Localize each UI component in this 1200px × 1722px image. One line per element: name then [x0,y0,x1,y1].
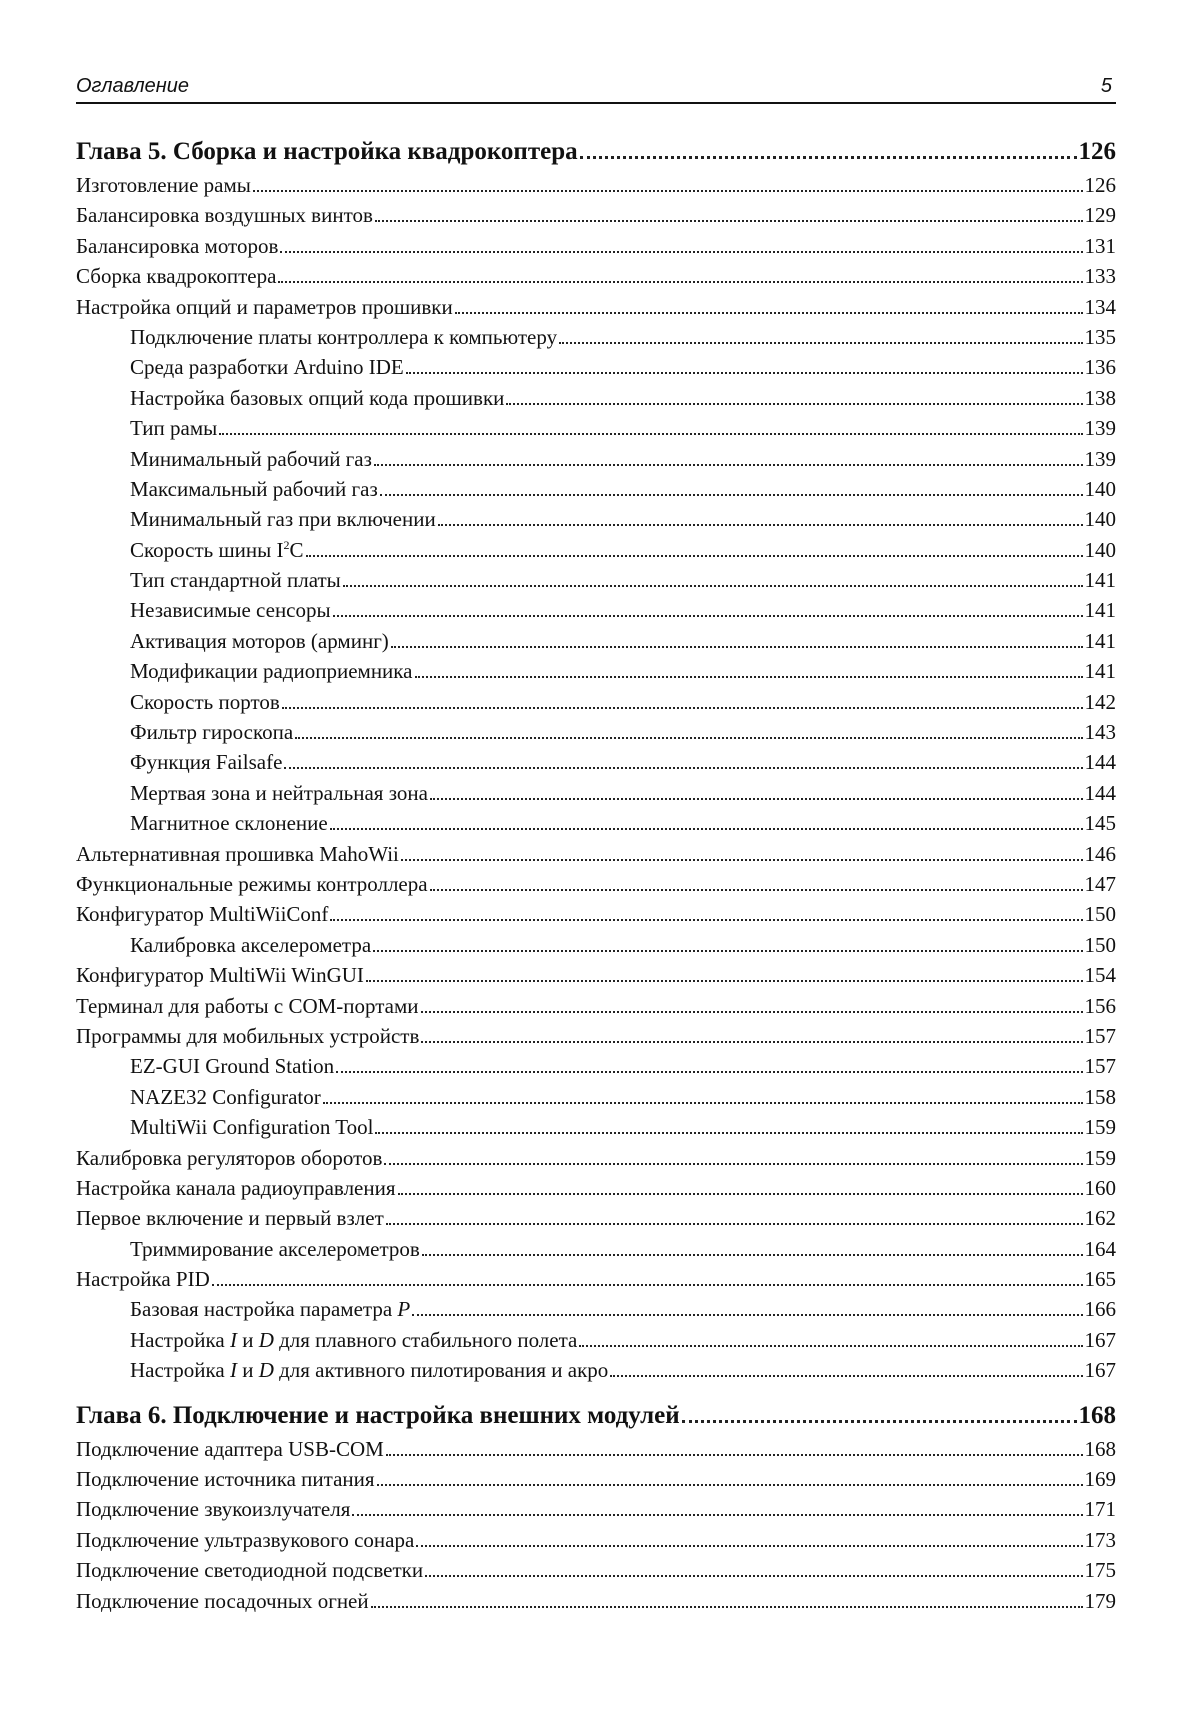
page-number: 139 [1084,446,1116,471]
chapter-title: Глава 5. Сборка и настройка квадрокоптера [76,138,578,165]
page-number: 164 [1084,1236,1116,1261]
dot-leader [375,1132,1082,1134]
page-number: 141 [1084,598,1116,623]
entry-title: Скорость шины $I^2C$ [130,537,304,562]
toc-subsection-entry [76,474,1116,504]
dot-leader [455,312,1083,314]
entry-title: Модификации радиоприемника [130,659,413,684]
page-number: 159 [1084,1145,1116,1170]
toc-subsection-entry [76,1051,1116,1081]
entry-title: Скорость портов [130,689,280,714]
dot-leader [212,1284,1083,1286]
entry-title: Магнитное склонение [130,811,328,836]
entry-title: Подключение источника питания [76,1467,375,1492]
page-number: 138 [1084,385,1116,410]
toc-subsection-entry [76,1082,1116,1112]
entry-title: Подключение ультразвукового сонара [76,1527,415,1552]
page-number: 143 [1084,720,1116,745]
entry-title: Калибровка регуляторов оборотов [76,1145,383,1170]
entry-title: Настройка PID [76,1267,210,1292]
entry-title: Базовая настройка параметра P [130,1297,411,1322]
dot-leader [580,156,1077,159]
toc-section-entry [76,1525,1116,1555]
entry-title: Калибровка акселерометра [130,932,372,957]
toc-subsection-entry [76,626,1116,656]
page-number: 147 [1084,871,1116,896]
page-number: 165 [1084,1267,1116,1292]
page-number: 146 [1084,841,1116,866]
dot-leader [278,281,1082,283]
toc-subsection-entry [76,930,1116,960]
toc-subsection-entry [76,383,1116,413]
toc-chapter-heading [76,1398,1116,1434]
dot-leader [371,1606,1083,1608]
dot-leader [323,1102,1083,1104]
dot-leader [386,1223,1083,1225]
dot-leader [422,1254,1083,1256]
entry-title: Подключение посадочных огней [76,1588,369,1613]
toc-section-entry [76,960,1116,990]
dot-leader [579,1345,1082,1347]
entry-title: Настройка канала радиоуправления [76,1175,396,1200]
entry-title: Функциональные режимы контроллера [76,871,428,896]
table-of-contents [76,134,1116,1616]
entry-title: Сборка квадрокоптера [76,264,277,289]
dot-leader [391,646,1083,648]
dot-leader [284,767,1082,769]
dot-leader [506,403,1082,405]
toc-section-entry [76,1555,1116,1585]
dot-leader [401,859,1083,861]
page-number: 145 [1084,811,1116,836]
page-number: 135 [1084,324,1116,349]
page-number: 154 [1084,963,1116,988]
page-number: 179 [1084,1588,1116,1613]
dot-leader [384,1163,1082,1165]
entry-title: Триммирование акселерометров [130,1236,420,1261]
dot-leader [295,737,1082,739]
dot-leader [438,524,1083,526]
dot-leader [366,980,1083,982]
toc-section-entry [76,170,1116,200]
entry-title: Среда разработки Arduino IDE [130,355,404,380]
dot-leader [682,1420,1077,1423]
toc-section-entry [76,261,1116,291]
page-number: 168 [1078,1401,1116,1429]
page-number: 159 [1084,1115,1116,1140]
entry-title: Независимые сенсоры [130,598,331,623]
toc-section-entry [76,839,1116,869]
entry-title: Изготовление рамы [76,173,251,197]
page-number: 175 [1084,1558,1116,1583]
toc-section-entry [76,1464,1116,1494]
page-number: 136 [1084,355,1116,380]
entry-title: Балансировка воздушных винтов [76,203,373,228]
dot-leader [430,798,1083,800]
toc-subsection-entry [76,565,1116,595]
dot-leader [253,190,1083,192]
page-number: 140 [1084,537,1116,562]
dot-leader [416,1545,1082,1547]
toc-section-entry [76,991,1116,1021]
toc-subsection-entry [76,1325,1116,1355]
page-number: 134 [1084,294,1116,319]
page-number: 126 [1078,138,1116,165]
toc-section-entry [76,869,1116,899]
page-number: 133 [1084,264,1116,289]
toc-section-entry [76,1434,1116,1464]
toc-subsection-entry [76,778,1116,808]
toc-subsection-entry [76,808,1116,838]
toc-section-entry [76,1021,1116,1051]
toc-section-entry [76,1586,1116,1616]
page-number: 156 [1084,993,1116,1018]
entry-title: Программы для мобильных устройств [76,1023,420,1048]
toc-subsection-entry [76,535,1116,565]
dot-leader [559,342,1082,344]
running-header [76,68,1116,104]
running-header-title: Оглавление [76,75,190,97]
page-number: 158 [1084,1084,1116,1109]
toc-section-entry [76,292,1116,322]
toc-subsection-entry [76,687,1116,717]
dot-leader [280,251,1082,253]
page-number: 140 [1084,507,1116,532]
toc-subsection-entry [76,1112,1116,1142]
dot-leader [282,707,1083,709]
page-number: 144 [1084,780,1116,805]
toc-subsection-entry [76,656,1116,686]
page-number: 166 [1084,1297,1116,1322]
chapter-spacer [76,1386,1116,1398]
toc-subsection-entry [76,444,1116,474]
chapter-title: Глава 6. Подключение и настройка внешних модулей [76,1401,680,1429]
toc-chapter-heading [76,134,1116,170]
entry-title: Функция Failsafe [130,750,283,775]
toc-section-entry [76,1203,1116,1233]
entry-title: Тип рамы [130,416,218,441]
dot-leader [377,1484,1083,1486]
page-number: 141 [1084,628,1116,653]
page-number: 139 [1084,416,1116,441]
dot-leader [610,1375,1082,1377]
entry-title: Минимальный газ при включении [130,507,436,532]
toc-section-entry [76,1264,1116,1294]
dot-leader [330,828,1083,830]
page-number: 150 [1084,902,1116,927]
entry-title: Подключение платы контроллера к компьютеру [130,324,558,349]
toc-section-entry [76,1173,1116,1203]
entry-title: Первое включение и первый взлет [76,1206,384,1231]
page-number: 167 [1084,1327,1116,1352]
page-number: 126 [1084,173,1116,197]
page-number: 140 [1084,476,1116,501]
toc-section-entry [76,231,1116,261]
entry-title: Фильтр гироскопа [130,720,294,745]
entry-title: MultiWii Configuration Tool [130,1115,374,1140]
entry-title: Терминал для работы с COM-портами [76,993,419,1018]
entry-title: EZ-GUI Ground Station [130,1054,335,1079]
dot-leader [425,1575,1082,1577]
page-number: 160 [1084,1175,1116,1200]
page-number: 144 [1084,750,1116,775]
dot-leader [373,950,1082,952]
entry-title: NAZE32 Configurator [130,1084,321,1109]
page-number: 162 [1084,1206,1116,1231]
entry-title: Тип стандартной платы [130,568,341,593]
dot-leader [219,433,1082,435]
entry-title: Конфигуратор MultiWiiConf [76,902,329,927]
page-number: 141 [1084,659,1116,684]
entry-title: Максимальный рабочий газ [130,476,378,501]
toc-subsection-entry [76,352,1116,382]
toc-subsection-entry [76,595,1116,625]
dot-leader [421,1041,1082,1043]
entry-title: Мертвая зона и нейтральная зона [130,780,428,805]
dot-leader [336,1071,1082,1073]
page-number: 131 [1084,233,1116,258]
toc-subsection-entry [76,747,1116,777]
page-number: 173 [1084,1527,1116,1552]
dot-leader [421,1011,1083,1013]
page-number: 171 [1084,1497,1116,1522]
entry-title: Подключение адаптера USB-COM [76,1436,384,1461]
entry-title: Минимальный рабочий газ [130,446,372,471]
dot-leader [306,555,1083,557]
dot-leader [352,1514,1082,1516]
dot-leader [415,676,1083,678]
dot-leader [333,615,1083,617]
running-header-page-number: 5 [1100,75,1112,97]
page-number: 150 [1084,932,1116,957]
dot-leader [374,464,1083,466]
entry-title: Альтернативная прошивка MahoWii [76,841,399,866]
dot-leader [398,1193,1083,1195]
toc-section-entry [76,1494,1116,1524]
toc-subsection-entry [76,1355,1116,1385]
page-number: 169 [1084,1467,1116,1492]
dot-leader [406,372,1083,374]
page-number: 157 [1084,1054,1116,1079]
toc-section-entry [76,1143,1116,1173]
toc-subsection-entry [76,1234,1116,1264]
dot-leader [343,585,1083,587]
entry-title: Подключение звукоизлучателя [76,1497,351,1522]
toc-section-entry [76,200,1116,230]
entry-title: Конфигуратор MultiWii WinGUI [76,963,364,988]
dot-leader [430,889,1083,891]
dot-leader [386,1454,1083,1456]
document-page [76,68,1116,1616]
entry-title: Настройка опций и параметров прошивки [76,294,453,319]
entry-title: Подключение светодиодной подсветки [76,1558,424,1583]
entry-title: Балансировка моторов [76,233,279,258]
page-number: 157 [1084,1023,1116,1048]
dot-leader [380,494,1083,496]
toc-subsection-entry [76,504,1116,534]
toc-subsection-entry [76,717,1116,747]
page-number: 141 [1084,568,1116,593]
page-number: 129 [1084,203,1116,228]
toc-section-entry [76,899,1116,929]
toc-subsection-entry [76,413,1116,443]
toc-subsection-entry [76,322,1116,352]
toc-subsection-entry [76,1294,1116,1324]
page-number: 168 [1084,1436,1116,1461]
entry-title: Настройка базовых опций кода прошивки [130,385,505,410]
dot-leader [412,1314,1082,1316]
entry-title: Настройка I и D для активного пилотирования и акро [130,1358,609,1383]
page-number: 142 [1084,689,1116,714]
entry-title: Настройка I и D для плавного стабильного полета [130,1327,578,1352]
dot-leader [375,220,1083,222]
page-number: 167 [1084,1358,1116,1383]
dot-leader [330,919,1082,921]
entry-title: Активация моторов (арминг) [130,628,389,653]
